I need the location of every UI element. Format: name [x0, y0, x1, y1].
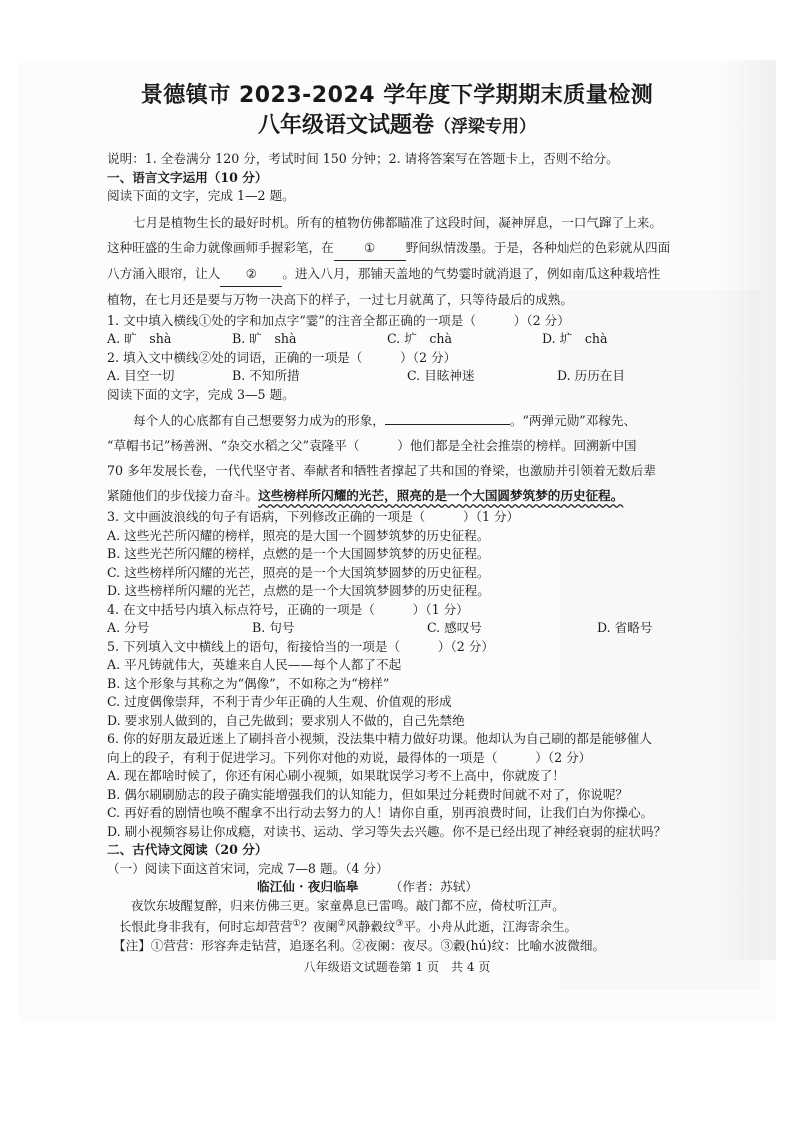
passage-1-line-1: 七月是植物生长的最好时机。所有的植物仿佛都瞄准了这段时间，凝神屏息，一口气蹿了上来。 [133, 214, 662, 230]
poem-author: （作者：苏轼） [396, 879, 478, 894]
q6-option-d: D. 刷小视频容易让你成瘾，对读书、运动、学习等失去兴趣。你不是已经出现了神经衰弱的症状吗？ [107, 823, 667, 839]
page-footer: 八年级语文试题卷第 1 页 共 4 页 [303, 960, 491, 974]
q4-option-d: D. 省略号 [597, 620, 653, 635]
passage-2-line-1 [107, 408, 705, 433]
text-segment: 野间纵情泼墨。于是，各种灿烂的色彩就从四面 [405, 239, 671, 255]
wavy-sentence: 这些榜样所闪耀的光芒，照亮的是一个大国圆梦筑梦的历史征程。 [258, 488, 624, 503]
reading-intro-1: 阅读下面的文字，完成 1—2 题。 [107, 188, 295, 203]
passage-2-line-3: 70 多年发展长卷，一代代坚守者、奉献者和牺牲者撑起了共和国的脊梁，也激励并引领着无数后辈 [107, 463, 656, 478]
question-1-options [107, 330, 705, 349]
blank-3 [385, 424, 510, 425]
q2-option-d: D. 历历在目 [557, 368, 626, 383]
subtitle-note: （浮梁专用） [434, 117, 536, 137]
question-5-stem: 5. 下列填入文中横线上的语句，衔接恰当的一项是（ ）（2 分） [107, 638, 494, 654]
passage-1-line-4: 植物，在七月还是要与万物一决高下的样子，一过七月就萬了，只等待最后的成熟。 [107, 291, 573, 307]
text-segment: 长恨此身非我有，何时忘却营营 [119, 919, 293, 935]
q3-option-b: B. 这些光芒所闪耀的榜样，点燃的是一个大国圆梦筑梦的历史征程。 [107, 546, 490, 561]
q2-option-c: C. 目眩神迷 [407, 368, 475, 383]
question-2-options [107, 367, 705, 386]
text-segment: 。进入八月，那铺天盖地的气势霎时就消退了，例如南瓜这种栽培性 [282, 265, 661, 281]
question-1-stem: 1. 文中填入横线①处的字和加点字“霎”的注音全都正确的一项是（ ）（2 分） [107, 312, 570, 328]
text-segment: 每个人的心底都有自己想要努力成为的形象， [133, 413, 385, 428]
part-1-intro: （一）阅读下面这首宋词，完成 7—8 题。（4 分） [107, 860, 389, 876]
q1-option-d: D. 圹 chà [542, 331, 608, 346]
question-4-options [107, 619, 705, 638]
q3-option-c: C. 这些榜样所闪耀的光芒，照亮的是一个大国筑梦圆梦的历史征程。 [107, 564, 490, 580]
q5-option-d: D. 要求别人做到的，自己先做到；要求别人不做的，自己先禁绝 [107, 712, 465, 728]
reading-intro-2: 阅读下面的文字，完成 3—5 题。 [107, 386, 295, 402]
poem-line-2 [107, 915, 705, 937]
passage-2-line-4 [107, 483, 705, 508]
note-mark-2: ② [337, 919, 346, 929]
q3-option-a: A. 这些光芒所闪耀的榜样，照亮的是大国一个圆梦筑梦的历史征程。 [107, 527, 490, 543]
passage-1 [107, 210, 705, 312]
note-mark-3: ③ [395, 919, 404, 929]
q3-option-d: D. 这些榜样所闪耀的光芒，点燃的是一个大国筑梦圆梦的历史征程。 [107, 583, 490, 598]
question-6-stem-1: 6. 你的好朋友最近迷上了刷抖音小视频，没法集中精力做好功课。他却认为自己刷的都是能够催人 [107, 731, 652, 746]
poem-note: 【注】①营营：形容奔走钻营，追逐名利。②夜阑：夜尽。③縠(hú)纹：比喻水波微细。 [113, 937, 606, 953]
text-segment: 。“两弹元勋”邓稼先、 [509, 413, 637, 428]
q5-option-a: A. 平凡铸就伟大，英雄来自人民——每个人都了不起 [107, 657, 402, 672]
question-4-stem: 4. 在文中括号内填入标点符号，正确的一项是（ ）（1 分） [107, 601, 469, 617]
section-2-title: 二、古代诗文阅读（20 分） [107, 842, 268, 857]
q1-option-b: B. 旷 shà [232, 331, 297, 346]
text-segment: 风静縠纹 [345, 919, 396, 935]
q6-option-a: A. 现在都啥时候了，你还有闲心刷小视频，如果耽误学习考不上高中，你就废了！ [107, 768, 565, 783]
poem-heading [107, 878, 705, 897]
q2-option-b: B. 不知所措 [232, 368, 300, 383]
blank-2: ② [220, 261, 282, 287]
q1-option-a: A. 旷 shà [107, 331, 172, 346]
q5-option-b: B. 这个形象与其称之为“偶像”，不如称之为“榜样” [107, 675, 390, 691]
passage-2-line-2: “草帽书记”杨善洲、“杂交水稻之父”袁隆平（ ）他们都是全社会推崇的榜样。回溯新中国 [107, 438, 637, 453]
blank-1: ① [334, 235, 406, 261]
subtitle-main: 八年级语文试题卷 [257, 113, 434, 138]
text-segment: 这种旺盛的生命力就像画师手握彩笔，在 [107, 239, 334, 255]
text-segment: 平。小舟从此逝，江海寄余生。 [403, 919, 577, 935]
q1-option-c: C. 圹 chà [387, 331, 453, 346]
exam-subtitle [0, 108, 794, 139]
q6-option-b: B. 偶尔刷刷励志的段子确实能增强我们的认知能力，但如果过分耗费时间就不对了，你说呢？ [107, 786, 629, 802]
question-6-stem-2: 向上的段子，有利于促进学习。下列你对他的劝说，最得体的一项是（ ）（2 分） [107, 749, 592, 765]
text-segment: 紧随他们的步伐接力奋斗。 [107, 488, 259, 503]
note-mark-1: ① [292, 919, 301, 929]
poem-title: 临江仙 · 夜归临皋 [257, 879, 359, 894]
passage-1-line-3 [107, 261, 705, 287]
exam-title: 景德镇市 2023-2024 学年度下学期期末质量检测 [140, 83, 654, 108]
q6-option-c: C. 再好看的剧情也唤不醒拿不出行动去努力的人！请你自重，别再浪费时间，让我们白为你操心。 [107, 805, 654, 820]
question-2-stem: 2. 填入文中横线②处的词语，正确的一项是（ ）（2 分） [107, 349, 457, 365]
q4-option-b: B. 句号 [252, 620, 295, 635]
q4-option-c: C. 感叹号 [427, 620, 482, 635]
poem-line-1: 夜饮东坡醒复醉，归来仿佛三更。家童鼻息已雷鸣。敲门都不应，倚杖听江声。 [131, 897, 565, 913]
exam-content [107, 150, 705, 955]
passage-1-line-2 [107, 235, 705, 261]
instructions: 说明：1. 全卷满分 120 分，考试时间 150 分钟；2. 请将答案写在答题卡上，否则不给分。 [107, 151, 619, 166]
text-segment: 八方涌入眼帘，让人 [107, 265, 221, 281]
q4-option-a: A. 分号 [107, 620, 150, 635]
passage-2 [107, 408, 705, 508]
section-1-title: 一、语言文字运用（10 分） [107, 169, 268, 185]
q5-option-c: C. 过度偶像崇拜，不利于青少年正确的人生观、价值观的形成 [107, 694, 452, 709]
question-3-stem: 3. 文中画波浪线的句子有语病，下列修改正确的一项是（ ）（1 分） [107, 509, 520, 524]
text-segment: ？夜阑 [300, 919, 338, 935]
q2-option-a: A. 目空一切 [107, 368, 175, 383]
